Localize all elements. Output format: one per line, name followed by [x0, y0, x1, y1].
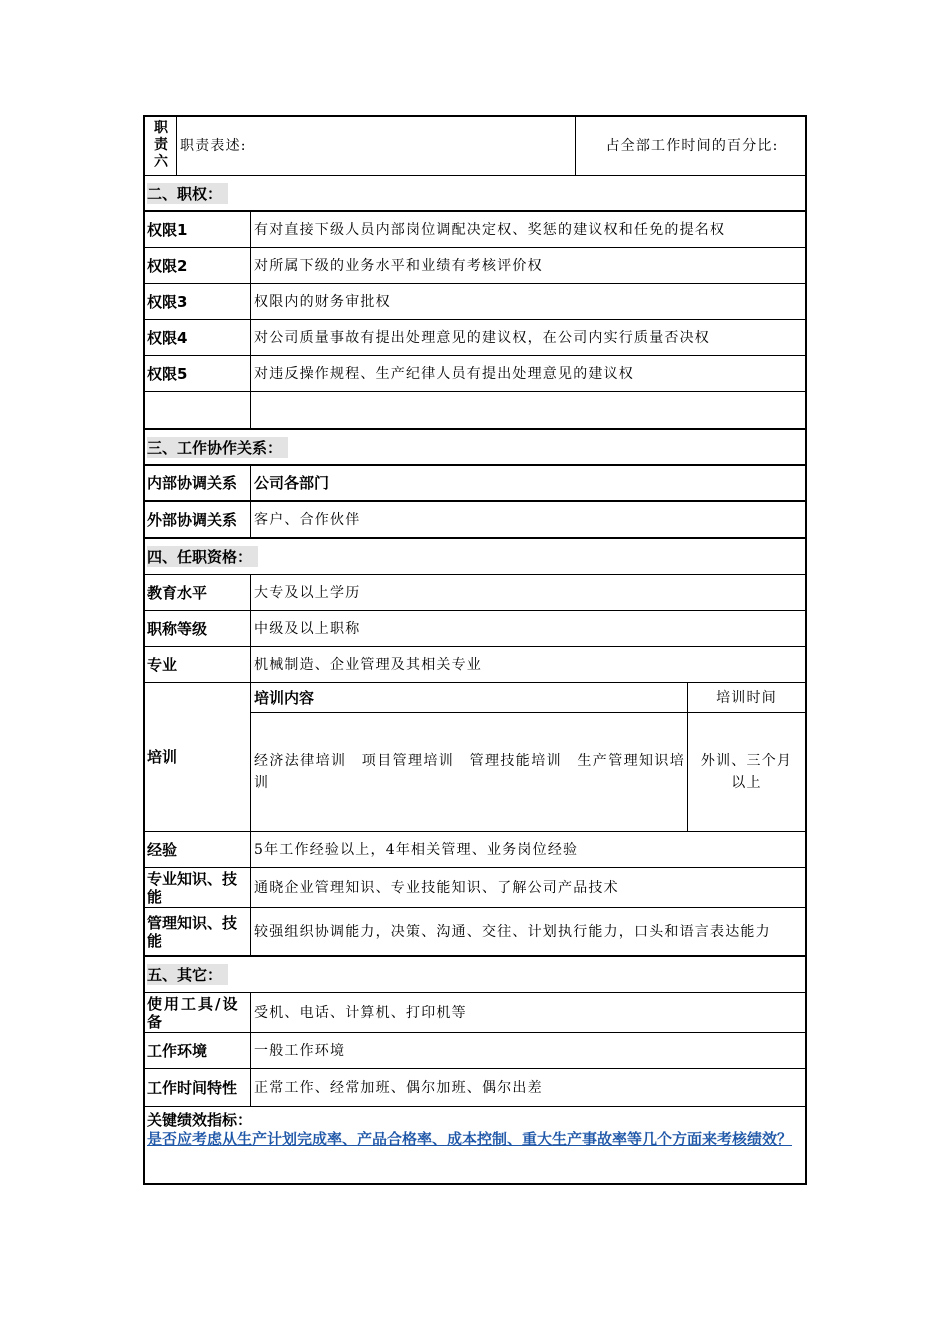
mgmt-skill-value: 较强组织协调能力，决策、沟通、交往、计划执行能力，口头和语言表达能力 — [254, 923, 771, 940]
authority-row-4 — [145, 320, 805, 356]
authority-value: 对公司质量事故有提出处理意见的建议权，在公司内实行质量否决权 — [254, 329, 710, 346]
training-content: 经济法律培训 项目管理培训 管理技能培训 生产管理知识培训 — [251, 713, 688, 831]
title-value: 中级及以上职称 — [254, 620, 361, 637]
tools-label: 使用工具/设备 — [145, 993, 251, 1032]
section-relations — [145, 430, 805, 466]
pro-skill-value: 通晓企业管理知识、专业技能知识、了解公司产品技术 — [254, 879, 619, 896]
duty6-time-label: 占全部工作时间的百分比: — [605, 138, 779, 154]
duty6-desc-label: 职责表述: — [177, 117, 576, 175]
major-value: 机械制造、企业管理及其相关专业 — [254, 656, 482, 673]
authority-label: 权限2 — [145, 248, 251, 283]
pro-skill-label: 专业知识、技能 — [145, 868, 251, 907]
duty6-row — [145, 117, 805, 176]
pro-skill-row — [145, 868, 805, 908]
empty-cell — [145, 392, 251, 428]
duty6-label-cell — [145, 117, 177, 175]
education-value: 大专及以上学历 — [254, 584, 361, 601]
education-row — [145, 575, 805, 611]
training-content-header: 培训内容 — [251, 683, 688, 712]
authority-value: 有对直接下级人员内部岗位调配决定权、奖惩的建议权和任免的提名权 — [254, 221, 726, 238]
training-body-row — [251, 713, 805, 831]
job-description-form — [143, 115, 807, 1185]
work-hours-row — [145, 1069, 805, 1107]
authority-label: 权限3 — [145, 284, 251, 319]
authority-label: 权限5 — [145, 356, 251, 391]
authority-value: 权限内的财务审批权 — [254, 293, 391, 310]
training-table — [251, 683, 805, 831]
authority-label: 权限1 — [145, 212, 251, 247]
kpi-text[interactable]: 是否应考虑从生产计划完成率、产品合格率、成本控制、重大生产事故率等几个方面来考核绩效？ — [147, 1130, 793, 1148]
title-label: 职称等级 — [145, 611, 251, 646]
training-time: 外训、三个月以上 — [700, 753, 793, 791]
major-row — [145, 647, 805, 683]
training-time-header: 培训时间 — [716, 689, 777, 706]
major-label: 专业 — [145, 647, 251, 682]
section-authority-title: 二、职权： — [147, 183, 228, 204]
mgmt-skill-row — [145, 908, 805, 957]
authority-label: 权限4 — [145, 320, 251, 355]
work-hours-label: 工作时间特性 — [145, 1069, 251, 1106]
section-relations-title: 三、工作协作关系： — [147, 437, 288, 458]
tools-value: 受机、电话、计算机、打印机等 — [254, 1004, 467, 1021]
authority-row-5 — [145, 356, 805, 392]
section-qualifications-title: 四、任职资格： — [147, 546, 258, 567]
tools-row — [145, 993, 805, 1033]
experience-value: 5年工作经验以上，4年相关管理、业务岗位经验 — [254, 841, 579, 858]
training-label: 培训 — [145, 683, 251, 831]
authority-value: 对违反操作规程、生产纪律人员有提出处理意见的建议权 — [254, 365, 634, 382]
internal-relations-value: 公司各部门 — [254, 474, 330, 492]
authority-row-2 — [145, 248, 805, 284]
internal-relations-row — [145, 466, 805, 502]
mgmt-skill-label: 管理知识、技能 — [145, 908, 251, 955]
environment-row — [145, 1033, 805, 1069]
external-relations-value: 客户、合作伙伴 — [254, 511, 361, 528]
section-other — [145, 957, 805, 993]
environment-label: 工作环境 — [145, 1033, 251, 1068]
training-header-row — [251, 683, 805, 713]
authority-value: 对所属下级的业务水平和业绩有考核评价权 — [254, 257, 543, 274]
section-other-title: 五、其它： — [147, 964, 228, 985]
authority-row-3 — [145, 284, 805, 320]
work-hours-value: 正常工作、经常加班、偶尔加班、偶尔出差 — [254, 1079, 543, 1096]
training-row — [145, 683, 805, 832]
kpi-block — [145, 1107, 805, 1183]
external-relations-label: 外部协调关系 — [145, 502, 251, 537]
external-relations-row — [145, 502, 805, 539]
section-qualifications — [145, 539, 805, 575]
environment-value: 一般工作环境 — [254, 1042, 346, 1059]
kpi-title: 关键绩效指标： — [147, 1111, 253, 1129]
education-label: 教育水平 — [145, 575, 251, 610]
section-authority — [145, 176, 805, 212]
authority-row-empty — [145, 392, 805, 430]
duty6-label: 职责六 — [154, 120, 168, 170]
authority-row-1 — [145, 212, 805, 248]
experience-row — [145, 832, 805, 868]
experience-label: 经验 — [145, 832, 251, 867]
internal-relations-label: 内部协调关系 — [145, 466, 251, 500]
title-row — [145, 611, 805, 647]
